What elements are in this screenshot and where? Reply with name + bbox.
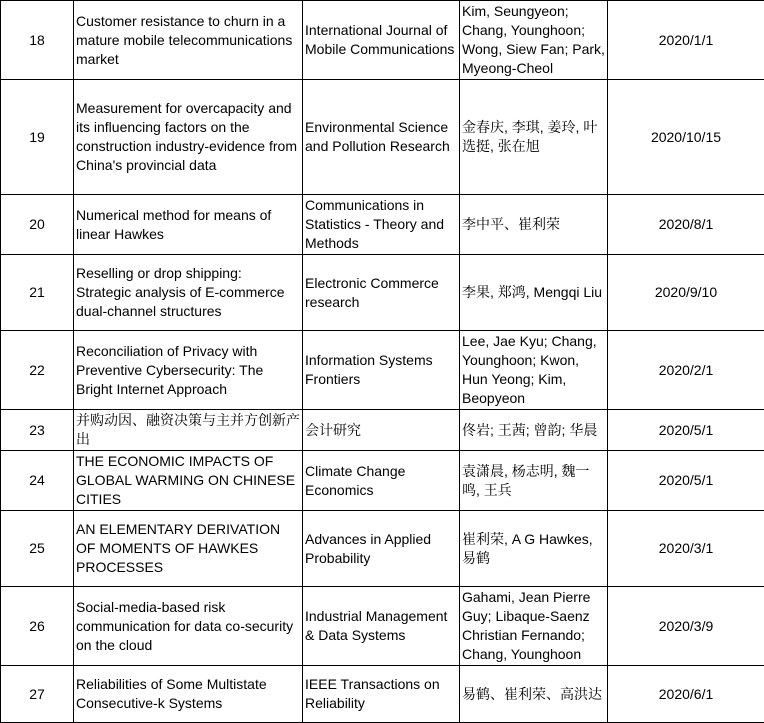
author-list: 袁潇晨, 杨志明, 魏一鸣, 王兵 xyxy=(460,451,608,511)
journal-name: Communications in Statistics - Theory and Methods xyxy=(303,195,460,255)
author-list: Kim, Seungyeon; Chang, Younghoon; Wong, Siew Fan; Park, Myeong-Cheol xyxy=(460,1,608,80)
publish-date: 2020/9/10 xyxy=(608,255,764,331)
publish-date: 2020/10/15 xyxy=(608,80,764,195)
publish-date: 2020/5/1 xyxy=(608,451,764,511)
publish-date: 2020/6/1 xyxy=(608,666,764,723)
journal-name: Environmental Science and Pollution Research xyxy=(303,80,460,195)
author-list: 崔利荣, A G Hawkes, 易鹤 xyxy=(460,511,608,587)
paper-title: THE ECONOMIC IMPACTS OF GLOBAL WARMING ON CHINESE CITIES xyxy=(74,451,303,511)
table-row xyxy=(1,195,764,255)
row-number: 18 xyxy=(1,1,74,80)
row-number: 24 xyxy=(1,451,74,511)
publish-date: 2020/8/1 xyxy=(608,195,764,255)
publish-date: 2020/5/1 xyxy=(608,410,764,451)
paper-title: Customer resistance to churn in a mature mobile telecommunications market xyxy=(74,1,303,80)
author-list: Gahami, Jean Pierre Guy; Libaque-Saenz Christian Fernando; Chang, Younghoon xyxy=(460,587,608,666)
paper-title: Reselling or drop shipping: Strategic analysis of E-commerce dual-channel structures xyxy=(74,255,303,331)
author-list: 佟岩; 王茜; 曾韵; 华晨 xyxy=(460,410,608,451)
row-number: 22 xyxy=(1,331,74,410)
publish-date: 2020/1/1 xyxy=(608,1,764,80)
author-list: 金春庆, 李琪, 姜玲, 叶选挺, 张在旭 xyxy=(460,80,608,195)
journal-name: Advances in Applied Probability xyxy=(303,511,460,587)
paper-title: Measurement for overcapacity and its influencing factors on the construction industry-evidence from China's provincial data xyxy=(74,80,303,195)
author-list: 李果, 郑鸿, Mengqi Liu xyxy=(460,255,608,331)
paper-title: 并购动因、融资决策与主并方创新产出 xyxy=(74,410,303,451)
row-number: 27 xyxy=(1,666,74,723)
row-number: 23 xyxy=(1,410,74,451)
table-row xyxy=(1,587,764,666)
paper-title: Social-media-based risk communication for data co-security on the cloud xyxy=(74,587,303,666)
author-list: 李中平、崔利荣 xyxy=(460,195,608,255)
row-number: 26 xyxy=(1,587,74,666)
table-row xyxy=(1,410,764,451)
table-row xyxy=(1,331,764,410)
row-number: 19 xyxy=(1,80,74,195)
author-list: Lee, Jae Kyu; Chang, Younghoon; Kwon, Hun Yeong; Kim, Beopyeon xyxy=(460,331,608,410)
journal-name: Information Systems Frontiers xyxy=(303,331,460,410)
paper-title: AN ELEMENTARY DERIVATION OF MOMENTS OF HAWKES PROCESSES xyxy=(74,511,303,587)
row-number: 21 xyxy=(1,255,74,331)
journal-name: 会计研究 xyxy=(303,410,460,451)
journal-name: Electronic Commerce research xyxy=(303,255,460,331)
publish-date: 2020/2/1 xyxy=(608,331,764,410)
table-row xyxy=(1,451,764,511)
paper-title: Reconciliation of Privacy with Preventive Cybersecurity: The Bright Internet Approach xyxy=(74,331,303,410)
journal-name: Industrial Management & Data Systems xyxy=(303,587,460,666)
paper-title: Reliabilities of Some Multistate Consecutive-k Systems xyxy=(74,666,303,723)
row-number: 25 xyxy=(1,511,74,587)
table-row xyxy=(1,80,764,195)
table-row xyxy=(1,666,764,723)
row-number: 20 xyxy=(1,195,74,255)
author-list: 易鹤、崔利荣、高洪达 xyxy=(460,666,608,723)
journal-name: IEEE Transactions on Reliability xyxy=(303,666,460,723)
table-row xyxy=(1,1,764,80)
table-row xyxy=(1,511,764,587)
table-row xyxy=(1,255,764,331)
journal-name: Climate Change Economics xyxy=(303,451,460,511)
paper-title: Numerical method for means of linear Hawkes xyxy=(74,195,303,255)
journal-name: International Journal of Mobile Communications xyxy=(303,1,460,80)
publish-date: 2020/3/9 xyxy=(608,587,764,666)
publish-date: 2020/3/1 xyxy=(608,511,764,587)
